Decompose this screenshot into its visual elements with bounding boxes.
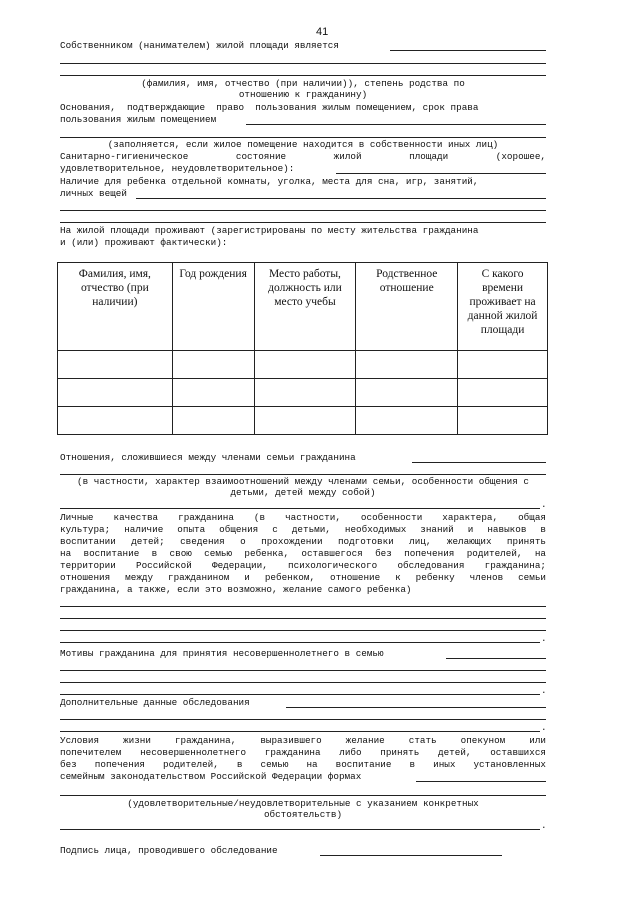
table-row bbox=[58, 407, 548, 435]
relations-note: (в частности, характер взаимоотношений между членами семьи, особенности общения с детьми, детей между собой) bbox=[77, 476, 529, 498]
child-space-line-2: личных вещей bbox=[60, 188, 127, 199]
sanitary-word: (хорошее, bbox=[495, 151, 546, 162]
relations-line-3[interactable] bbox=[60, 508, 540, 509]
sanitary-word: состояние bbox=[235, 151, 287, 162]
conditions-line-5[interactable] bbox=[60, 795, 546, 796]
table-cell[interactable] bbox=[172, 407, 254, 435]
relations-value-line[interactable] bbox=[412, 462, 546, 463]
personal-answer-line[interactable] bbox=[60, 642, 540, 643]
table-row bbox=[58, 379, 548, 407]
relations-label: Отношения, сложившиеся между членами семьи гражданина bbox=[60, 452, 356, 463]
personal-line-3: воспитании детей; сведения о прохождении подготовки лиц, желающих принять bbox=[60, 536, 546, 547]
sanitary-line-2: удовлетворительное, неудовлетворительное): bbox=[60, 163, 295, 174]
conditions-line-3: без попечения родителей, в семью на воспитание в иных установленных bbox=[60, 759, 546, 770]
residents-table bbox=[57, 262, 548, 435]
table-header-row bbox=[58, 263, 548, 351]
conditions-line-1: Условия жизни гражданина, выразившего желание стать опекуном или bbox=[60, 735, 546, 746]
motives-line-4[interactable] bbox=[60, 694, 540, 695]
additional-line-3[interactable] bbox=[60, 731, 540, 732]
table-cell[interactable] bbox=[356, 407, 458, 435]
line-end-dot: . bbox=[541, 499, 547, 510]
table-cell[interactable] bbox=[356, 379, 458, 407]
owner-line-2[interactable] bbox=[60, 63, 546, 64]
motives-value-line[interactable] bbox=[446, 658, 546, 659]
table-cell[interactable] bbox=[458, 351, 548, 379]
motives-label: Мотивы гражданина для принятия несовершеннолетнего в семью bbox=[60, 648, 384, 659]
signature-line[interactable] bbox=[320, 855, 502, 856]
conditions-line-4: семейным законодательством Российской Федерации формах bbox=[60, 771, 362, 782]
table-cell[interactable] bbox=[254, 379, 356, 407]
table-cell[interactable] bbox=[58, 379, 173, 407]
personal-answer-line[interactable] bbox=[60, 606, 546, 607]
child-space-line-1: Наличие для ребенка отдельной комнаты, уголка, места для сна, игр, занятий, bbox=[60, 176, 479, 187]
sanitary-line-1 bbox=[60, 151, 546, 162]
grounds-line-3[interactable] bbox=[60, 137, 546, 138]
personal-line-1: Личные качества гражданина (в частности, особенности характера, общая bbox=[60, 512, 546, 523]
conditions-value-line[interactable] bbox=[416, 781, 546, 782]
personal-line-6: отношения между гражданином и ребенком, отношение к ребенку членов семьи bbox=[60, 572, 546, 583]
table-cell[interactable] bbox=[458, 407, 548, 435]
motives-line-3[interactable] bbox=[60, 682, 546, 683]
relations-line-2[interactable] bbox=[60, 474, 546, 475]
grounds-value-line[interactable] bbox=[246, 124, 546, 125]
personal-line-7: гражданина, а также, если это возможно, желание самого ребенка) bbox=[60, 584, 412, 595]
personal-line-4: на воспитание в свою семью ребенка, оставшегося без попечения родителей, на bbox=[60, 548, 546, 559]
sanitary-word: жилой bbox=[333, 151, 362, 162]
child-space-value-line[interactable] bbox=[136, 198, 546, 199]
col-header-birth-year: Год рождения bbox=[172, 263, 254, 351]
table-cell[interactable] bbox=[58, 407, 173, 435]
col-header-relation: Родственное отношение bbox=[356, 263, 458, 351]
table-row bbox=[58, 351, 548, 379]
personal-answer-line[interactable] bbox=[60, 618, 546, 619]
additional-label: Дополнительные данные обследования bbox=[60, 697, 250, 708]
residents-line-2: и (или) проживают фактически): bbox=[60, 237, 228, 248]
residents-line-1: На жилой площади проживают (зарегистрированы по месту жительства гражданина bbox=[60, 225, 479, 236]
col-header-workplace: Место работы, должность или место учебы bbox=[254, 263, 356, 351]
owner-label: Собственником (нанимателем) жилой площади является bbox=[60, 40, 339, 51]
child-space-line-4[interactable] bbox=[60, 222, 546, 223]
table-cell[interactable] bbox=[58, 351, 173, 379]
sanitary-word: площади bbox=[409, 151, 449, 162]
table-cell[interactable] bbox=[254, 351, 356, 379]
table-cell[interactable] bbox=[172, 379, 254, 407]
col-header-since: С какого времени проживает на данной жилой площади bbox=[458, 263, 548, 351]
grounds-line-1: Основания, подтверждающие право пользования жилым помещением, срок права bbox=[60, 102, 479, 113]
conditions-line-6[interactable] bbox=[60, 829, 540, 830]
table-cell[interactable] bbox=[172, 351, 254, 379]
grounds-line-2: пользования жилым помещением bbox=[60, 114, 217, 125]
conditions-note: (удовлетворительные/неудовлетворительные с указанием конкретных обстоятельств) bbox=[127, 798, 479, 820]
additional-line-2[interactable] bbox=[60, 719, 546, 720]
child-space-line-3[interactable] bbox=[60, 210, 546, 211]
page-number: 41 bbox=[316, 26, 329, 38]
personal-answer-line[interactable] bbox=[60, 630, 546, 631]
signature-label: Подпись лица, проводившего обследование bbox=[60, 845, 278, 856]
additional-value-line[interactable] bbox=[286, 707, 546, 708]
line-end-dot: . bbox=[541, 820, 547, 831]
owner-note: (фамилия, имя, отчество (при наличии)), степень родства по отношению к гражданину) bbox=[141, 78, 465, 100]
line-end-dot: . bbox=[541, 722, 547, 733]
personal-line-5: территории Российской Федерации, психологического обследования гражданина; bbox=[60, 560, 546, 571]
col-header-name: Фамилия, имя, отчество (при наличии) bbox=[58, 263, 173, 351]
conditions-line-2: попечителем несовершеннолетнего гражданина либо принять детей, оставшихся bbox=[60, 747, 546, 758]
table-cell[interactable] bbox=[254, 407, 356, 435]
owner-line-3[interactable] bbox=[60, 75, 546, 76]
table-cell[interactable] bbox=[458, 379, 548, 407]
owner-value-line[interactable] bbox=[390, 50, 546, 51]
grounds-note: (заполняется, если жилое помещение находится в собственности иных лиц) bbox=[107, 139, 499, 150]
line-end-dot: . bbox=[541, 685, 547, 696]
sanitary-value-line[interactable] bbox=[336, 173, 546, 174]
motives-line-2[interactable] bbox=[60, 670, 546, 671]
personal-line-2: культура; наличие опыта общения с детьми, необходимых знаний и навыков в bbox=[60, 524, 546, 535]
table-cell[interactable] bbox=[356, 351, 458, 379]
sanitary-word: Санитарно-гигиеническое bbox=[60, 151, 189, 162]
line-end-dot: . bbox=[541, 633, 547, 644]
